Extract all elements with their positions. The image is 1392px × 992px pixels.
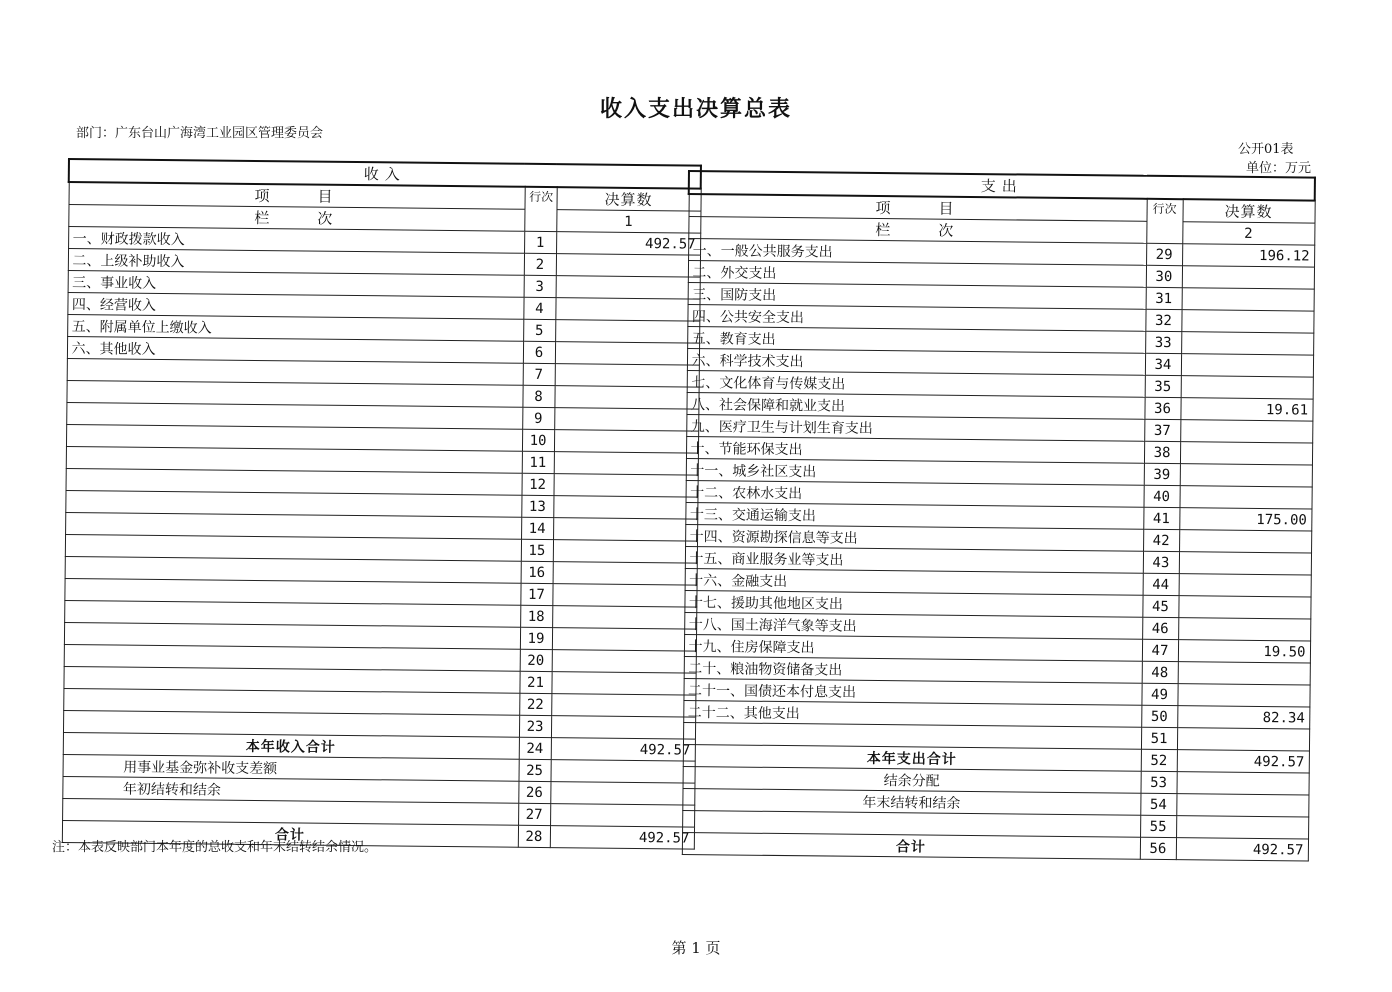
income-amount: [556, 276, 700, 300]
income-amount: [554, 408, 698, 432]
income-amount: [551, 672, 695, 696]
expense-item-label: 七、文化体育与传媒支出: [687, 370, 1145, 397]
expense-row-number: 44: [1143, 573, 1179, 595]
income-amount: [553, 562, 697, 586]
expense-amount: [1182, 288, 1314, 311]
expense-amount: [1181, 354, 1313, 377]
expense-item-label: 八、社会保障和就业支出: [686, 392, 1144, 419]
expense-row-number: 37: [1144, 419, 1180, 441]
income-amount: [550, 760, 694, 784]
expense-row-number: 50: [1141, 705, 1177, 727]
expense-row-number: 39: [1144, 463, 1180, 485]
expense-row-number: 34: [1145, 353, 1181, 375]
income-item-label: 六、其他收入: [67, 337, 523, 364]
expense-section-header: 支出: [689, 171, 1315, 201]
expense-amount: [1179, 552, 1311, 575]
expense-row-number: 48: [1142, 661, 1178, 683]
expense-row-number: 38: [1144, 441, 1180, 463]
income-amount: [553, 518, 697, 542]
income-item-label: 五、附属单位上缴收入: [67, 315, 523, 342]
expense-item-label: 九、医疗卫生与计划生育支出: [686, 414, 1144, 441]
income-row-number: 8: [522, 385, 554, 407]
income-amount: [552, 606, 696, 630]
expense-item-label: 十、节能环保支出: [686, 436, 1144, 463]
expense-amount: [1178, 596, 1310, 619]
income-row-number: 21: [519, 671, 551, 693]
income-amount: [553, 540, 697, 564]
expense-item-label: 十四、资源勘探信息等支出: [685, 524, 1143, 551]
expense-amount: 492.57: [1176, 838, 1308, 861]
income-amount: [555, 342, 699, 366]
income-col-sub: 栏 次: [68, 205, 524, 232]
expense-row-number: 42: [1143, 529, 1179, 551]
income-amount: 492.57: [556, 232, 700, 256]
income-row-number: 5: [523, 319, 555, 341]
income-row-number: 14: [521, 517, 553, 539]
income-row-number: 6: [523, 341, 555, 363]
income-row-number: 26: [518, 781, 550, 803]
income-row-number: 1: [524, 231, 556, 253]
income-col-amount: 决算数: [556, 187, 700, 211]
income-row-number: 16: [521, 561, 553, 583]
expense-item-label: 十九、住房保障支出: [684, 634, 1142, 661]
expense-amount: [1176, 794, 1308, 817]
expense-item-label: 十二、农林水支出: [686, 480, 1144, 507]
expense-item-label: 结余分配: [683, 766, 1141, 793]
form-code: 公开01表: [1238, 142, 1294, 157]
expense-item-label: 一、一般公共服务支出: [688, 239, 1146, 266]
expense-col-amount: 决算数: [1182, 199, 1314, 223]
expense-item-label: 二十、粮油物资储备支出: [684, 656, 1142, 683]
income-row-number: 10: [522, 429, 554, 451]
expense-amount: [1181, 310, 1313, 333]
expense-item-label: 六、科学技术支出: [687, 349, 1145, 376]
expense-amount: [1180, 442, 1312, 465]
income-item-label: 年初结转和结余: [62, 776, 518, 803]
expense-item-label: 年末结转和结余: [682, 788, 1140, 815]
page-title: 收入支出决算总表: [599, 96, 792, 122]
income-row-number: 20: [520, 649, 552, 671]
income-row-number: 18: [520, 605, 552, 627]
expense-amount: [1178, 618, 1310, 641]
income-amount: [555, 320, 699, 344]
income-row-number: 12: [521, 473, 553, 495]
expense-amount: [1179, 486, 1311, 509]
expense-amount: [1181, 376, 1313, 399]
income-row-number: 25: [518, 759, 550, 781]
income-item-label: 四、经营收入: [67, 293, 523, 320]
income-amount: [552, 628, 696, 652]
expense-amount: [1177, 728, 1309, 751]
department-label: 部门：广东台山广海湾工业园区管理委员会: [76, 126, 324, 141]
expense-amount: [1176, 772, 1308, 795]
income-row-number: 27: [518, 803, 550, 825]
income-amount: [554, 452, 698, 476]
income-row-number: 9: [522, 407, 554, 429]
expense-item-label: 二、外交支出: [688, 261, 1146, 288]
income-row-number: 7: [523, 363, 555, 385]
income-row-number: 24: [519, 737, 551, 759]
income-row-number: 2: [524, 253, 556, 275]
income-col-amount-index: 1: [556, 210, 700, 234]
income-row-number: 28: [518, 825, 550, 847]
income-row-number: 17: [520, 583, 552, 605]
expense-amount: [1179, 530, 1311, 553]
expense-amount: 19.50: [1178, 640, 1310, 663]
expense-amount: 82.34: [1177, 706, 1309, 729]
expense-amount: [1176, 816, 1308, 839]
income-amount: [551, 716, 695, 740]
expense-row-number: 47: [1142, 639, 1178, 661]
expense-row-number: 32: [1145, 309, 1181, 331]
expense-col-amount-index: 2: [1182, 222, 1314, 245]
expense-amount: 19.61: [1180, 398, 1312, 421]
expense-row-number: 54: [1140, 793, 1176, 815]
income-amount: [552, 584, 696, 608]
income-col-row-no: 行次: [524, 187, 556, 232]
expense-amount: 175.00: [1179, 508, 1311, 531]
income-row-number: 3: [524, 275, 556, 297]
income-row-number: 22: [519, 693, 551, 715]
income-amount: [553, 496, 697, 520]
expense-row-number: 46: [1142, 617, 1178, 639]
expense-amount: [1181, 332, 1313, 355]
income-amount: [554, 386, 698, 410]
income-row-number: 19: [520, 627, 552, 649]
income-amount: [554, 430, 698, 454]
income-amount: [556, 254, 700, 278]
income-item-label: 合计: [62, 820, 518, 847]
expense-item-label: 二十二、其他支出: [683, 700, 1141, 727]
income-amount: 492.57: [551, 738, 695, 762]
expense-item-label: 十六、金融支出: [685, 568, 1143, 595]
expense-row-number: 53: [1140, 771, 1176, 793]
income-row-number: 11: [522, 451, 554, 473]
expense-row-number: 45: [1142, 595, 1178, 617]
expense-item-label: 三、国防支出: [688, 283, 1146, 310]
income-amount: [550, 804, 694, 828]
income-row-number: 23: [519, 715, 551, 737]
expense-row-number: 43: [1143, 551, 1179, 573]
income-item-label: 一、财政拨款收入: [68, 227, 524, 254]
expense-row-number: 56: [1140, 837, 1176, 859]
expense-item-label: 合计: [682, 832, 1140, 859]
expense-row-number: 52: [1141, 749, 1177, 771]
expense-row-number: 40: [1143, 485, 1179, 507]
expense-row-number: 41: [1143, 507, 1179, 529]
expense-col-sub: 栏 次: [688, 217, 1146, 244]
income-amount: [551, 694, 695, 718]
income-amount: 492.57: [550, 826, 694, 850]
footnote: 注：本表反映部门本年度的总收支和年末结转结余情况。: [52, 840, 378, 855]
income-amount: [550, 782, 694, 806]
expense-item-label: 十三、交通运输支出: [685, 502, 1143, 529]
expense-amount: [1177, 684, 1309, 707]
expense-row-number: 31: [1146, 287, 1182, 309]
expense-row-number: 55: [1140, 815, 1176, 837]
income-row-number: 13: [521, 495, 553, 517]
expense-amount: [1180, 420, 1312, 443]
income-col-item: 项 目: [69, 182, 525, 209]
expense-col-item: 项 目: [689, 194, 1147, 221]
expense-row-number: 51: [1141, 727, 1177, 749]
expense-item-label: 十七、援助其他地区支出: [684, 590, 1142, 617]
expense-row-number: 30: [1146, 265, 1182, 287]
expense-row-number: 49: [1141, 683, 1177, 705]
income-item-label: 三、事业收入: [68, 271, 524, 298]
income-row-number: 15: [521, 539, 553, 561]
expense-row-number: 35: [1145, 375, 1181, 397]
income-section-header: 收入: [69, 159, 701, 189]
expense-row-number: 33: [1145, 331, 1181, 353]
expense-col-row-no: 行次: [1146, 199, 1182, 244]
expense-row-number: 29: [1146, 243, 1182, 265]
expense-item-label: 五、教育支出: [687, 327, 1145, 354]
income-row-number: 4: [523, 297, 555, 319]
income-amount: [553, 474, 697, 498]
page-number: 第 1 页: [671, 939, 721, 957]
expense-item-label: 本年支出合计: [683, 744, 1141, 771]
expense-table: [681, 170, 1316, 862]
expense-item-label: 十五、商业服务业等支出: [685, 546, 1143, 573]
expense-amount: [1178, 662, 1310, 685]
expense-item-label: 四、公共安全支出: [687, 305, 1145, 332]
income-item-label: 本年收入合计: [63, 732, 519, 759]
expense-amount: [1182, 266, 1314, 289]
expense-amount: [1179, 574, 1311, 597]
income-amount: [555, 364, 699, 388]
income-amount: [552, 650, 696, 674]
expense-amount: 492.57: [1177, 750, 1309, 773]
unit-label: 单位：万元: [1246, 161, 1312, 176]
expense-row-number: 36: [1144, 397, 1180, 419]
income-item-label: 用事业基金弥补收支差额: [63, 754, 519, 781]
expense-item-label: 二十一、国债还本付息支出: [683, 678, 1141, 705]
income-amount: [555, 298, 699, 322]
expense-amount: 196.12: [1182, 244, 1314, 267]
expense-item-label: 十一、城乡社区支出: [686, 458, 1144, 485]
expense-amount: [1180, 464, 1312, 487]
income-item-label: 二、上级补助收入: [68, 249, 524, 276]
income-table: [61, 158, 702, 850]
expense-item-label: 十八、国土海洋气象等支出: [684, 612, 1142, 639]
